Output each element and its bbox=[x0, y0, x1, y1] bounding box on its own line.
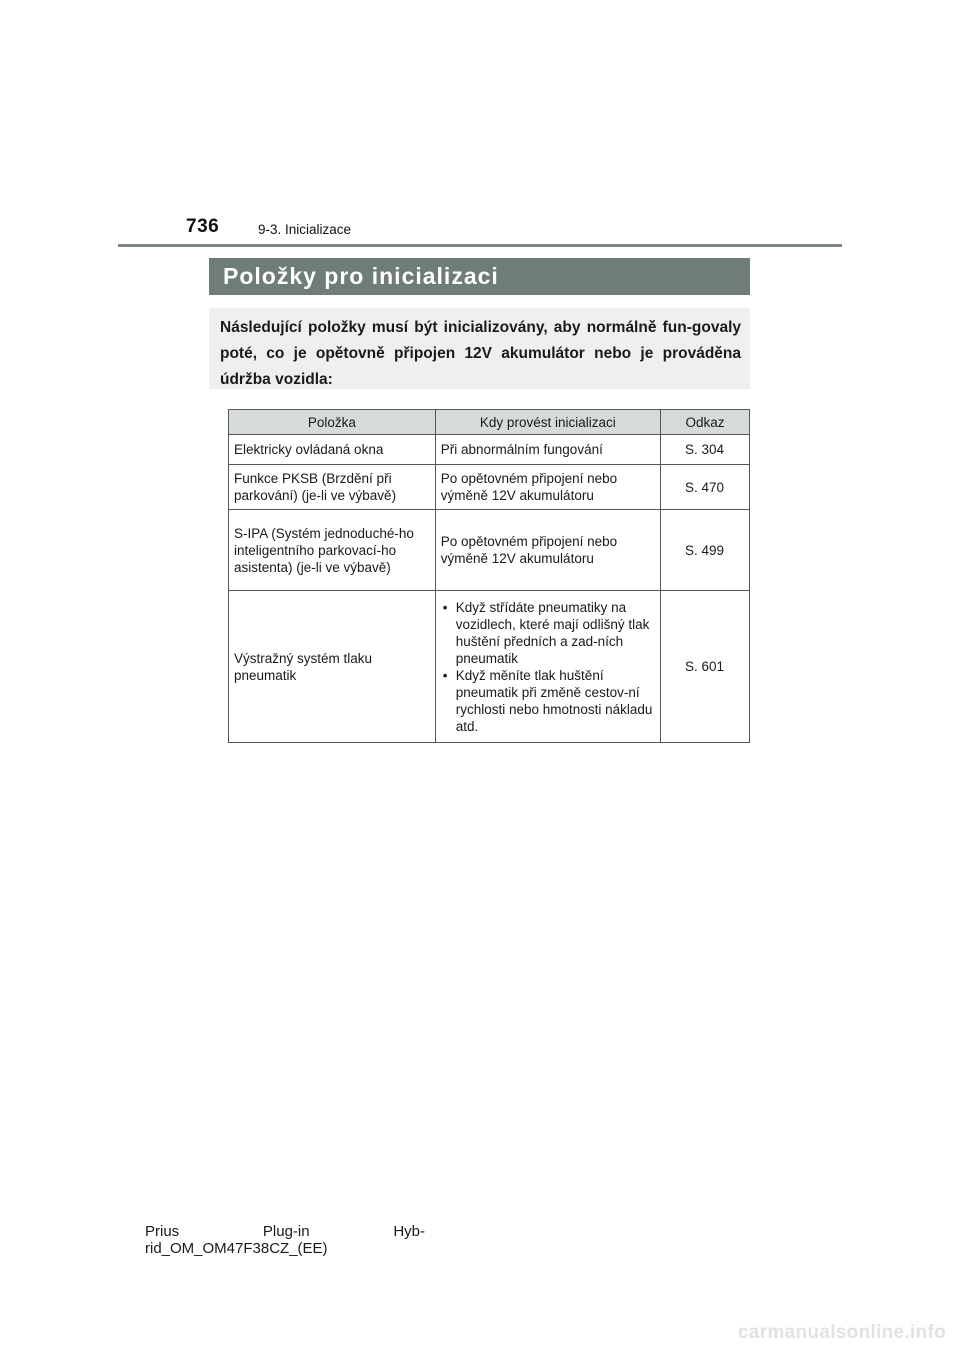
cell-when: Při abnormálním fungování bbox=[435, 435, 660, 465]
footer-model: Prius bbox=[145, 1223, 180, 1240]
table-row bbox=[229, 591, 750, 743]
bullet-item: • Když měníte tlak huštění pneumatik při změně cestov-ní rychlosti nebo hmotnosti nákladu atd. bbox=[441, 667, 654, 735]
intro-text: Následující položky musí být inicializovány, aby normálně fun-govaly poté, co je opětovně připojen 12V akumulátor nebo je prováděna údržba vozidla: bbox=[220, 319, 741, 388]
page-number: 736 bbox=[186, 216, 220, 237]
cell-when bbox=[435, 591, 660, 743]
initialization-table bbox=[228, 409, 750, 743]
table-header-row bbox=[229, 410, 750, 435]
column-header-when: Kdy provést inicializaci bbox=[435, 410, 660, 435]
cell-ref: S. 304 bbox=[660, 435, 749, 465]
footer-type: Hyb- bbox=[393, 1223, 425, 1240]
footer bbox=[145, 1223, 425, 1257]
cell-item: Funkce PKSB (Brzdění při parkování) (je-li ve výbavě) bbox=[229, 465, 436, 510]
bullet-list bbox=[441, 599, 654, 735]
intro-box bbox=[209, 308, 750, 389]
section-label: 9-3. Inicializace bbox=[258, 222, 352, 237]
table-row bbox=[229, 465, 750, 510]
bullet-item: • Když střídáte pneumatiky na vozidlech, které mají odlišný tlak huštění předních a zad-ních pneumatik bbox=[441, 599, 654, 667]
title-bar bbox=[209, 258, 750, 295]
footer-variant: Plug-in bbox=[262, 1223, 310, 1240]
cell-item: Elektricky ovládaná okna bbox=[229, 435, 436, 465]
cell-ref: S. 470 bbox=[660, 465, 749, 510]
cell-item: S-IPA (Systém jednoduché-ho inteligentního parkovací-ho asistenta) (je-li ve výbavě) bbox=[229, 510, 436, 591]
column-header-ref: Odkaz bbox=[660, 410, 749, 435]
cell-item: Výstražný systém tlaku pneumatik bbox=[229, 591, 436, 743]
page-title: Položky pro inicializaci bbox=[223, 263, 499, 289]
table-row bbox=[229, 510, 750, 591]
watermark: carmanualsonline.info bbox=[738, 1322, 946, 1343]
table-row bbox=[229, 435, 750, 465]
column-header-item: Položka bbox=[229, 410, 436, 435]
cell-ref: S. 601 bbox=[660, 591, 749, 743]
cell-ref: S. 499 bbox=[660, 510, 749, 591]
footer-line-2: rid_OM_OM47F38CZ_(EE) bbox=[145, 1240, 328, 1257]
cell-when: Po opětovném připojení nebo výměně 12V akumulátoru bbox=[435, 510, 660, 591]
cell-when: Po opětovném připojení nebo výměně 12V akumulátoru bbox=[435, 465, 660, 510]
footer-line-1 bbox=[145, 1223, 425, 1240]
header-rule bbox=[118, 244, 842, 247]
